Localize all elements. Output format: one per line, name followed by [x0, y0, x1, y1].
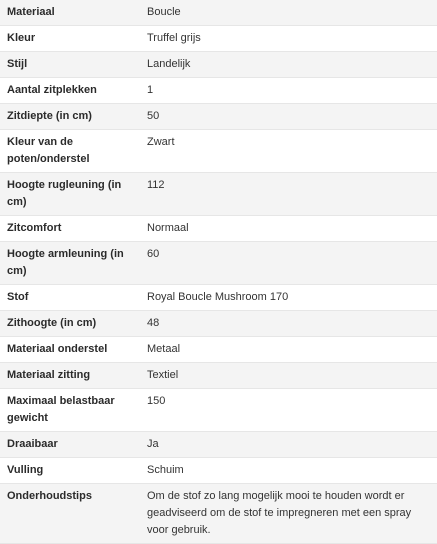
spec-value: Boucle: [140, 0, 437, 26]
spec-label: Kleur van de poten/onderstel: [0, 130, 140, 173]
spec-row-maximaal-belastbaar-gewicht: [0, 389, 437, 432]
spec-value: 1: [140, 78, 437, 104]
spec-row-vulling: [0, 458, 437, 484]
spec-row-materiaal-zitting: [0, 363, 437, 389]
spec-row-stof: [0, 285, 437, 311]
spec-value: Normaal: [140, 216, 437, 242]
spec-row-aantal-zitplekken: [0, 78, 437, 104]
spec-value: 150: [140, 389, 437, 432]
spec-value: Ja: [140, 432, 437, 458]
spec-row-stijl: [0, 52, 437, 78]
spec-row-draaibaar: [0, 432, 437, 458]
spec-row-hoogte-armleuning: [0, 242, 437, 285]
spec-row-hoogte-rugleuning: [0, 173, 437, 216]
spec-row-kleur-poten: [0, 130, 437, 173]
spec-label: Aantal zitplekken: [0, 78, 140, 104]
spec-label: Maximaal belastbaar gewicht: [0, 389, 140, 432]
spec-value: Schuim: [140, 458, 437, 484]
spec-value: Royal Boucle Mushroom 170: [140, 285, 437, 311]
spec-value: Landelijk: [140, 52, 437, 78]
spec-value: 112: [140, 173, 437, 216]
spec-row-zitdiepte: [0, 104, 437, 130]
spec-label: Draaibaar: [0, 432, 140, 458]
spec-label: Hoogte rugleuning (in cm): [0, 173, 140, 216]
spec-label: Onderhoudstips: [0, 484, 140, 544]
spec-value: 50: [140, 104, 437, 130]
spec-label: Stijl: [0, 52, 140, 78]
spec-value: Om de stof zo lang mogelijk mooi te houden wordt er geadviseerd om de stof te impregneren met een spray voor gebruik.: [140, 484, 437, 544]
spec-label: Zitcomfort: [0, 216, 140, 242]
spec-value: 60: [140, 242, 437, 285]
spec-label: Kleur: [0, 26, 140, 52]
spec-label: Materiaal onderstel: [0, 337, 140, 363]
spec-row-zitcomfort: [0, 216, 437, 242]
spec-label: Stof: [0, 285, 140, 311]
spec-label: Zitdiepte (in cm): [0, 104, 140, 130]
spec-value: Truffel grijs: [140, 26, 437, 52]
spec-value: Metaal: [140, 337, 437, 363]
spec-label: Zithoogte (in cm): [0, 311, 140, 337]
spec-row-materiaal-onderstel: [0, 337, 437, 363]
spec-label: Hoogte armleuning (in cm): [0, 242, 140, 285]
spec-row-onderhoudstips: [0, 484, 437, 544]
spec-row-materiaal: [0, 0, 437, 26]
spec-row-kleur: [0, 26, 437, 52]
spec-label: Materiaal: [0, 0, 140, 26]
spec-label: Materiaal zitting: [0, 363, 140, 389]
spec-value: Textiel: [140, 363, 437, 389]
spec-label: Vulling: [0, 458, 140, 484]
spec-value: 48: [140, 311, 437, 337]
spec-row-zithoogte: [0, 311, 437, 337]
spec-value: Zwart: [140, 130, 437, 173]
